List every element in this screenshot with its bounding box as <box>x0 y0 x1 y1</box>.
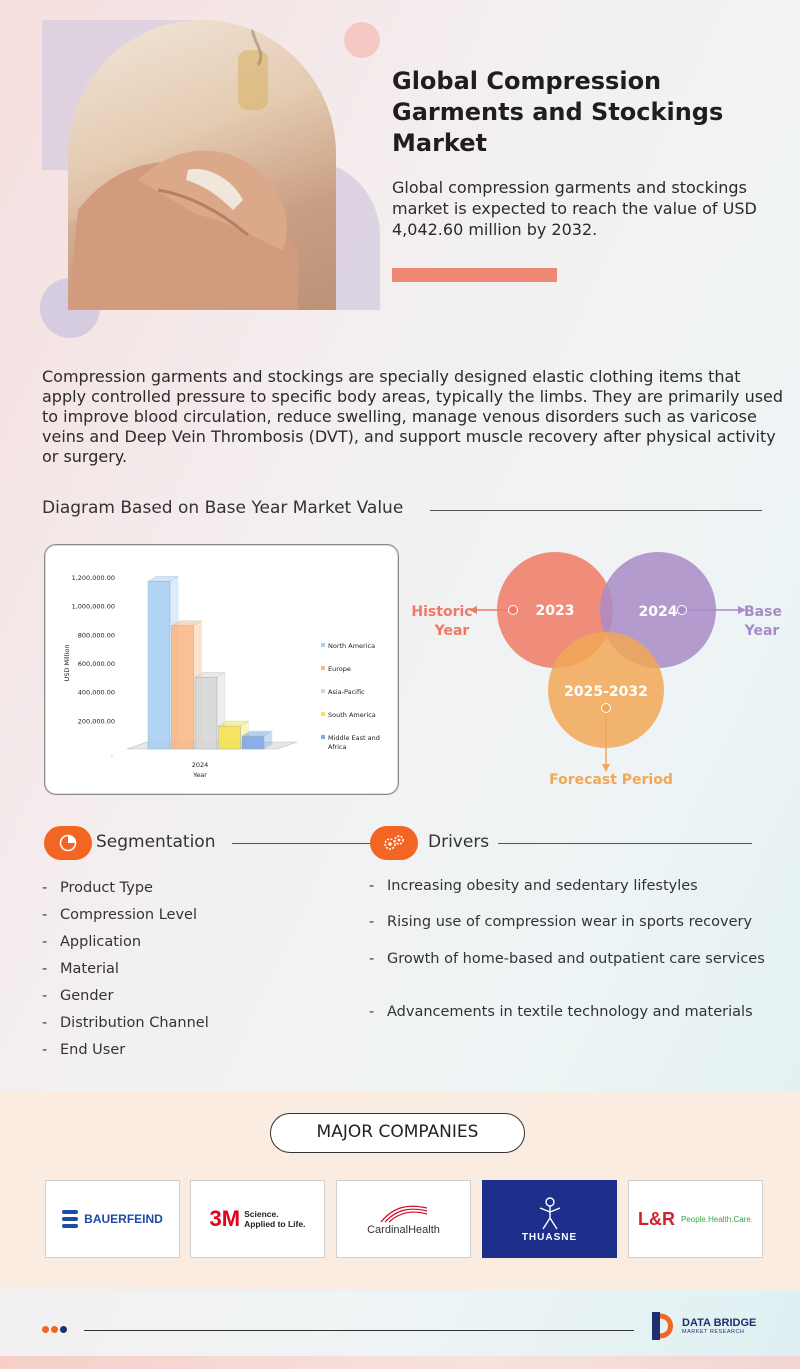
bottom-band <box>0 1356 800 1369</box>
segmentation-item: - Product Type <box>42 878 342 905</box>
legend-label: Europe <box>328 665 351 673</box>
legend-swatch <box>321 689 325 693</box>
x-tick-label: 2024 <box>191 761 209 769</box>
driver-item: - Increasing obesity and sedentary lifestyles <box>369 878 769 914</box>
logo-3m-tagline-2: Applied to Life. <box>244 1219 306 1229</box>
legend-swatch <box>321 712 325 716</box>
y-origin-mark: . <box>111 751 113 758</box>
legend-swatch <box>321 735 325 739</box>
y-tick-label: 200,000.00 <box>77 717 115 726</box>
accent-bar <box>392 268 557 282</box>
segmentation-item: - Compression Level <box>42 905 342 932</box>
y-tick-label: 1,000,000.00 <box>71 602 115 611</box>
logo-cardinal-health <box>336 1180 471 1258</box>
x-axis-label: Year <box>193 771 207 779</box>
legend-label: South America <box>328 711 376 719</box>
historic-label-line2: Year <box>434 623 470 639</box>
forecast-label: Forecast Period <box>549 772 673 788</box>
logo-lr-tagline: People.Health.Care. <box>680 1214 754 1224</box>
segmentation-divider <box>232 843 370 844</box>
thuasne-figure-icon <box>535 1196 565 1232</box>
legend-label: North America <box>328 642 376 650</box>
hero-photo <box>68 20 336 310</box>
bar-chart <box>45 545 400 796</box>
driver-item: - Growth of home-based and outpatient care services <box>369 950 769 1004</box>
footer-brand-text <box>682 1317 756 1335</box>
timeline-venn <box>400 540 800 800</box>
logo-bauerfeind <box>45 1180 180 1258</box>
logo-lohmann-rauscher <box>628 1180 763 1258</box>
diagram-section-title: Diagram Based on Base Year Market Value <box>42 498 404 518</box>
y-tick-label: 400,000.00 <box>77 688 115 697</box>
intro-paragraph: Compression garments and stockings are specially designed elastic clothing items that apply controlled pressure to specific body areas, typically the limbs. They are primarily used to improve blood circulation, reduce swelling, manage venous disorders such as varicose veins and Deep Vein Thrombosis (DVT), and support muscle recovery after physical activity or surgery. <box>42 367 784 466</box>
historic-dot <box>509 606 518 615</box>
legend-label: Asia-Pacific <box>328 688 365 696</box>
footer-dot <box>60 1326 67 1333</box>
drivers-heading: Drivers <box>428 832 490 852</box>
companies-heading: MAJOR COMPANIES <box>270 1113 525 1153</box>
driver-item: - Rising use of compression wear in sports recovery <box>369 914 769 950</box>
historic-year: 2023 <box>535 603 575 619</box>
drivers-list <box>369 878 769 1040</box>
segmentation-item: - Material <box>42 959 342 986</box>
logo-lr-mark: L&R <box>637 1208 675 1229</box>
forecast-arrow-icon <box>602 764 610 772</box>
legend-label: Middle East and <box>328 734 380 742</box>
legend-swatch <box>321 643 325 647</box>
segmentation-item: - Gender <box>42 986 342 1013</box>
y-tick-label: 800,000.00 <box>77 631 115 640</box>
legend-label-cont: Africa <box>328 743 347 751</box>
legend-swatch <box>321 666 325 670</box>
hero-decor-dot <box>344 22 380 58</box>
footer-divider <box>84 1330 634 1331</box>
y-tick-label: 1,200,000.00 <box>71 574 115 582</box>
logo-3m <box>190 1180 325 1258</box>
historic-label-line1: Historic <box>411 604 473 620</box>
y-axis-label: USD Million <box>63 644 71 682</box>
forecast-dot <box>602 704 611 713</box>
logo-3m-tagline-1: Science. <box>244 1209 279 1219</box>
base-label-line1: Base <box>744 604 782 620</box>
drivers-divider <box>498 843 752 844</box>
footer-brand-name: DATA BRIDGE <box>682 1317 757 1329</box>
bar-middle-east-and-africa <box>242 731 272 749</box>
base-label-line2: Year <box>744 623 780 639</box>
segmentation-list <box>42 878 342 1067</box>
cardinal-swoosh-icon <box>379 1202 429 1224</box>
driver-item: - Advancements in textile technology and materials <box>369 1004 769 1040</box>
pie-chart-icon <box>44 826 92 860</box>
y-tick-label: 600,000.00 <box>77 660 115 668</box>
forecast-years: 2025-2032 <box>564 684 648 700</box>
page-subtitle: Global compression garments and stockings market is expected to reach the value of USD 4,042.60 million by 2032. <box>392 178 757 239</box>
logo-thuasne-text: THUASNE <box>521 1231 578 1243</box>
logo-cardinal-text: CardinalHealth <box>367 1224 440 1236</box>
footer-dot <box>51 1326 58 1333</box>
segmentation-item: - Application <box>42 932 342 959</box>
segmentation-heading: Segmentation <box>96 832 216 852</box>
databridge-logo-icon <box>648 1310 678 1342</box>
footer-brand-sub: MARKET RESEARCH <box>682 1329 745 1335</box>
bar-chart-panel <box>44 544 399 795</box>
base-year: 2024 <box>638 604 678 620</box>
gears-icon <box>370 826 418 860</box>
footer-dot <box>42 1326 49 1333</box>
segmentation-item: - Distribution Channel <box>42 1013 342 1040</box>
page-title: Global Compression Garments and Stockings Market <box>392 67 724 157</box>
segmentation-item: - End User <box>42 1040 342 1067</box>
hero-photo-illustration <box>68 20 336 310</box>
logo-bauerfeind-text: BAUERFEIND <box>84 1212 163 1226</box>
section-divider <box>430 510 762 511</box>
bauerfeind-mark-icon <box>62 1209 80 1229</box>
footer-brand <box>648 1310 756 1342</box>
base-dot <box>678 606 687 615</box>
logo-thuasne <box>482 1180 617 1258</box>
logo-3m-tagline <box>244 1209 305 1229</box>
logo-3m-mark: 3M <box>209 1206 241 1231</box>
